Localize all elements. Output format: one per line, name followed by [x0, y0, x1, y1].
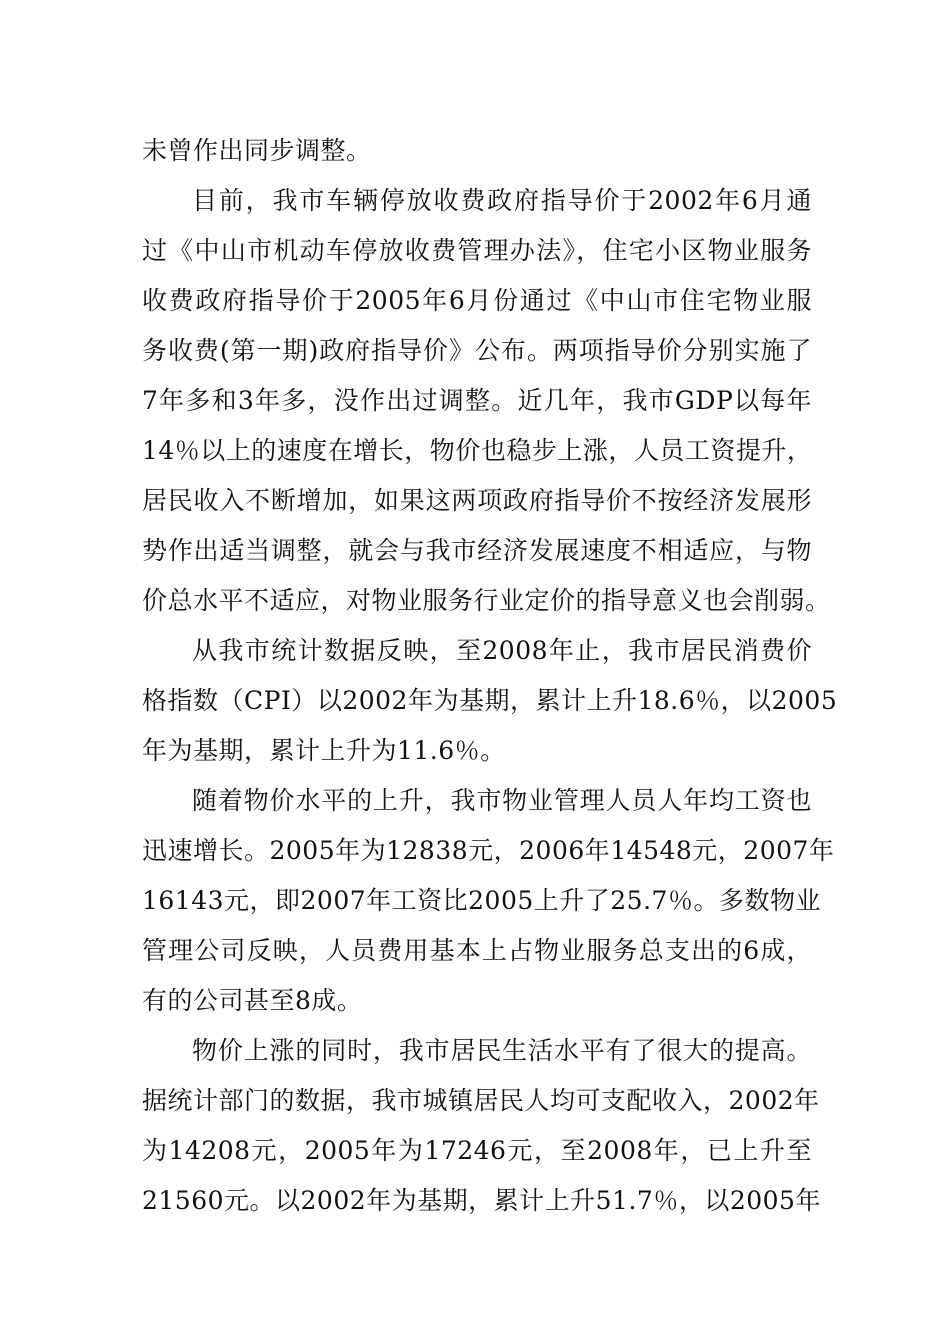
text-line: 据统计部门的数据，我市城镇居民人均可支配收入，2002年 — [142, 1086, 820, 1115]
paragraph-first-line: 从我市统计数据反映，至2008年止，我市居民消费价 — [192, 636, 812, 665]
text-line: 格指数（CPI）以2002年为基期，累计上升18.6％，以2005 — [142, 686, 838, 715]
text-line: 为14208元，2005年为17246元，至2008年，已上升至 — [142, 1136, 812, 1165]
text-line: 势作出适当调整，就会与我市经济发展速度不相适应，与物 — [142, 536, 812, 565]
text-line: 14％以上的速度在增长，物价也稳步上涨，人员工资提升， — [142, 436, 813, 465]
text-line: 迅速增长。2005年为12838元，2006年14548元，2007年 — [142, 836, 835, 865]
text-line: 年为基期，累计上升为11.6％。 — [142, 736, 506, 765]
text-line: 21560元。以2002年为基期，累计上升51.7％，以2005年 — [142, 1186, 821, 1215]
text-line: 16143元，即2007年工资比2005上升了25.7％。多数物业 — [142, 886, 821, 915]
body-text — [142, 126, 838, 1226]
text-line: 居民收入不断增加，如果这两项政府指导价不按经济发展形 — [142, 486, 812, 515]
text-line: 价总水平不适应，对物业服务行业定价的指导意义也会削弱。 — [142, 586, 831, 615]
paragraph-first-line: 物价上涨的同时，我市居民生活水平有了很大的提高。 — [192, 1036, 812, 1065]
text-line: 有的公司甚至8成。 — [142, 986, 363, 1015]
text-line: 务收费(第一期)政府指导价》公布。两项指导价分别实施了 — [142, 336, 812, 365]
text-line: 7年多和3年多，没作出过调整。近几年，我市GDP以每年 — [142, 386, 812, 415]
text-line: 过《中山市机动车停放收费管理办法》，住宅小区物业服务 — [142, 236, 812, 265]
paragraph-first-line: 目前，我市车辆停放收费政府指导价于2002年6月通 — [192, 186, 812, 215]
text-line: 未曾作出同步调整。 — [142, 136, 372, 165]
text-line: 管理公司反映，人员费用基本上占物业服务总支出的6成， — [142, 936, 812, 965]
paragraph-first-line: 随着物价水平的上升，我市物业管理人员人年均工资也 — [192, 786, 812, 815]
text-line: 收费政府指导价于2005年6月份通过《中山市住宅物业服 — [142, 286, 812, 315]
